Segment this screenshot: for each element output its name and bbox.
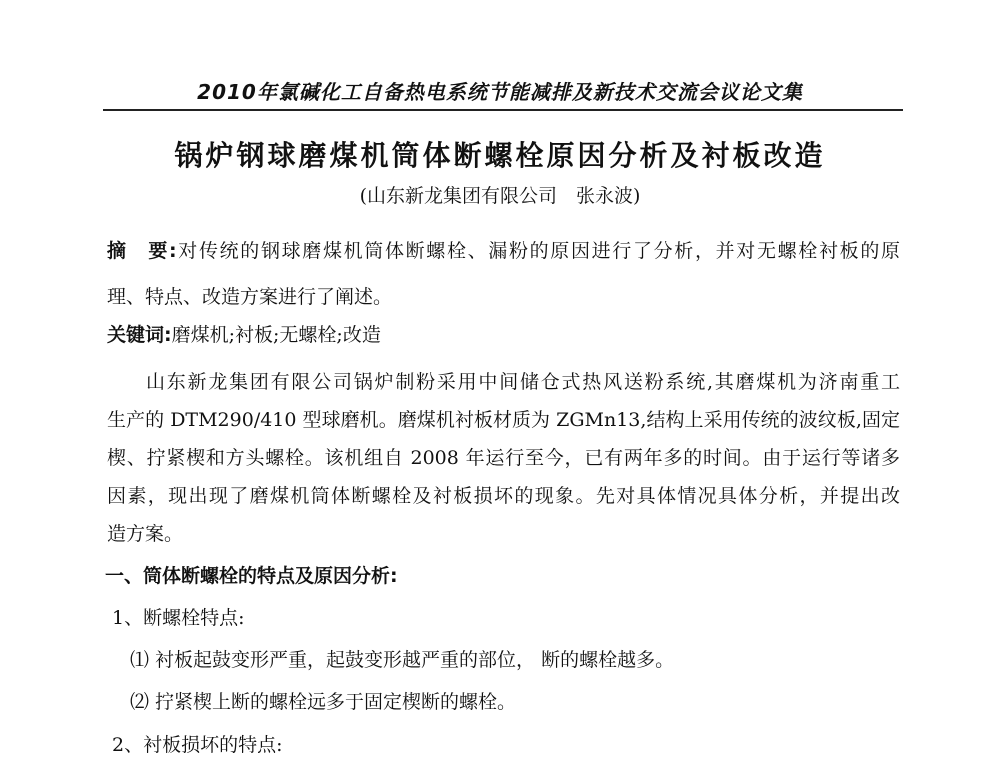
intro-line-3: 楔、拧紧楔和方头螺栓。该机组自 2008 年运行至今，已有两年多的时间。由于运行等诸多	[107, 447, 900, 469]
abstract-line-2: 理、特点、改造方案进行了阐述。	[107, 286, 393, 308]
keywords-label: 关键词:	[107, 324, 172, 346]
intro-line-4: 因素，现出现了磨煤机筒体断螺栓及衬板损坏的现象。先对具体情况具体分析，并提出改	[107, 485, 900, 507]
keywords-value: 磨煤机;衬板;无螺栓;改造	[171, 324, 381, 346]
running-header: 2010年氯碱化工自备热电系统节能减排及新技术交流会议论文集	[197, 80, 803, 104]
subsection-heading-1: 1、断螺栓特点:	[112, 607, 245, 629]
abstract-line-1	[107, 236, 900, 263]
intro-line-5: 造方案。	[107, 523, 184, 545]
section-heading-1: 一、筒体断螺栓的特点及原因分析:	[105, 565, 398, 587]
paper-title: 锅炉钢球磨煤机筒体断螺栓原因分析及衬板改造	[174, 139, 826, 172]
abstract-text-1: 对传统的钢球磨煤机筒体断螺栓、漏粉的原因进行了分析，并对无螺栓衬板的原	[176, 240, 900, 262]
list-item-2: ⑵ 拧紧楔上断的螺栓远多于固定楔断的螺栓。	[130, 691, 517, 713]
abstract-label: 摘 要:	[107, 240, 177, 262]
header-rule	[103, 109, 903, 111]
author-affiliation: (山东新龙集团有限公司 张永波)	[359, 185, 641, 207]
list-item-1: ⑴ 衬板起鼓变形严重，起鼓变形越严重的部位， 断的螺栓越多。	[130, 649, 675, 671]
intro-line-1: 山东新龙集团有限公司锅炉制粉采用中间储仓式热风送粉系统,其磨煤机为济南重工	[146, 371, 900, 393]
keywords-line	[107, 320, 381, 347]
subsection-heading-2: 2、衬板损坏的特点:	[112, 734, 283, 756]
intro-line-2: 生产的 DTM290/410 型球磨机。磨煤机衬板材质为 ZGMn13,结构上采用传统的波纹板,固定	[107, 409, 900, 431]
